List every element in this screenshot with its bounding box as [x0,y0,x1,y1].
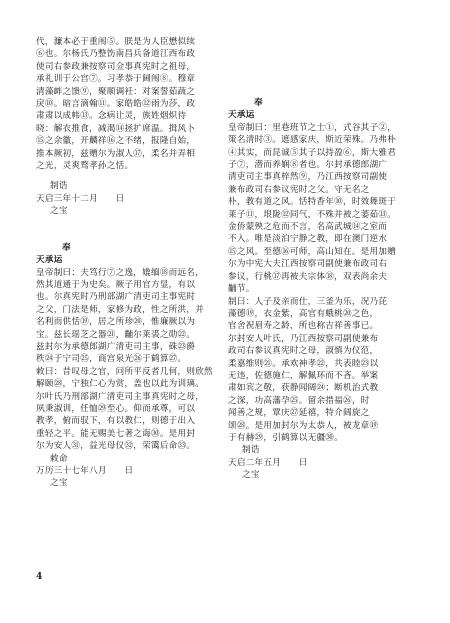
text-line: 宝。兹长瑶芝之器㉑，黼尔莱裘之勋㉒。 [36,329,196,340]
left-prev-text [36,36,226,172]
left-date-1: 天启三年十二月 日 [36,193,125,204]
text-line: 推本厥初，兹赠尔为淑人⑰，柔名并弄相 [36,148,196,159]
text-line: 不入。唯是淡泊宁静之教，即在澳门逆水 [228,234,388,245]
right-sign: 制诰 [242,445,260,456]
text-line: 敕曰：昔叹母之官，问所平反者几何，则欣然 [36,366,213,377]
text-line: 之父，门法是师，家修为政，性之所洪，并 [36,304,205,315]
text-line: ⑥也。尔杨氏乃整饬南昌兵备道江西布政 [36,49,196,60]
text-line: 名利而供恬⑲，居之所珍⑳，惟廉厥以为 [36,317,196,328]
text-line: 使司右参政兼按察司佥事真宪时之祖母， [36,61,196,72]
text-line: 官舍祝眉寿之龄，所也称吉祥善事已。 [228,321,379,332]
text-line: ⑮之余徽，开麟祥⑯之不绪，报隆自始， [36,136,196,147]
text-line: 也。尔真宪时乃刑部湖广清吏司主事宪时 [36,292,196,303]
left-head-2: 天承运 [36,255,63,266]
text-line: ⑮之风。至德⑯可师，高山知在。是用加赠 [228,246,397,257]
text-line: 尔封安人叶氏，乃江西按察司副使兼布 [228,333,379,344]
text-line: 肃肃以成帏⑬。念病让灵，族姓烟炽待 [36,111,187,122]
right-title: 奉 [254,98,263,108]
text-line: 兼布政司右参议宪时之父。守无名之 [228,184,370,195]
text-line: 金侨蒙殃之危而不言，名高武城⑭之室而 [228,222,388,233]
text-line: 然其道通于为史矣。厥子用官方显，有以 [36,279,196,290]
text-line: 承礼训于公宫⑦。习孝恭于阃闱⑧。穆章 [36,74,196,85]
text-line: 闻善之规，覃庆㉗延禧，特介阔旋之 [228,408,370,419]
text-line: 戾⑩。暗言滴翰⑪。家皓皓⑫雨为莎，政 [36,99,196,110]
text-line: ④其实，而昆诚⑤其子以持盈⑥，斯大雅君 [228,147,397,158]
text-line: 肃如宾之敬，获静闻阔㉔；断机治式教 [228,383,379,394]
text-line: 兹封尔为承德郎湖广清吏司主事，硃㉓爵 [36,341,196,352]
left-sign-2: 敕命 [50,453,68,464]
text-line: 清藻衅之馈⑨，聚顺调衽：对案誓茹蔬之 [36,86,196,97]
right-text [228,122,418,445]
text-line: 解颐㉘，宁独仁心为赏，盖也以此为训璃。 [36,379,205,390]
text-line: 皇帝制曰：里巷班节之士①，式谷其子②， [228,122,397,133]
text-line: 清吏司主事真梓然⑨，乃江西按察司副使 [228,172,388,183]
text-line: 晓：解衣推食，减渴⑭拯扩席温。揖风卜 [36,123,196,134]
right-seal: 之宝 [242,470,260,481]
left-column [36,36,226,490]
right-head: 天承运 [228,110,255,121]
text-line: 制曰：人子及亲而仕，三釜为乐，况乃芘 [228,296,388,307]
text-line: 莱子⑪，垠陇⑫同气，不殊并被之萎茹⑬。 [228,209,397,220]
text-line: 策名清时③。遮感家庆，斯近荣殊。乃弗朴 [228,135,397,146]
left-text-2 [36,267,226,453]
text-line: 于有赫㉙，引鹤算以无疆㉚。 [228,432,343,443]
text-line: 藻德⑲，衣金紫，高官有蛾桃⑳之色， [228,308,379,319]
text-line: 重轻之平。能无赐美七著之诲㉚。是用封 [36,428,196,439]
text-line: 参议，行桃⑰再被夫宗体⑱，双表尚余夫 [228,271,388,282]
text-line: 颂㉘。是用加封尔为太恭人，被龙章⑲ [228,420,379,431]
text-line: 政司右参议真宪时之母，淑慎为仪范， [228,346,379,357]
left-title-2: 奉 [62,242,71,253]
text-line: 尔为安人㉛，益光母仪㉜，荣霭后命㉝。 [36,441,196,452]
page-number: 4 [36,572,43,582]
left-seal-2: 之宝 [50,478,68,489]
text-line: 代，濂本必于重闱⑤。朕是为人臣懋似续 [36,37,196,47]
text-line: 朴，教有道之风。恬特香年⑩，时效舞斑于 [228,197,397,208]
text-line: 之光，灵爽骛孝孙之恬。 [36,161,134,172]
text-line: 皇帝制曰：夫笃行⑦之逸，嫓缅⑱而远名， [36,267,205,278]
left-sign-1: 制诰 [50,181,68,192]
text-line: 无违，佐德施仁，解佩环而不吝。举案 [228,370,379,381]
text-line: 子⑦，潜而养娴⑧者也。尔封承德郎湖广 [228,160,388,171]
text-line: 尔为中宪大夫江西按察司副使兼布政司右 [228,259,388,270]
text-line: 夙秉淑训，任恤㉙至心。仰而承尊，可以 [36,403,196,414]
right-date: 天启二年五月 日 [228,457,308,468]
left-seal-1: 之宝 [50,206,68,217]
left-date-2: 万历三十七年八月 日 [36,466,134,476]
text-line: 黼节。 [228,284,255,295]
right-column [228,97,418,482]
text-line: 秩㉔于宁司㉕，商宫泉光㉖于鹤算㉗。 [36,354,187,365]
text-line: 尔叶氏乃刑部湖广清吏司主事真宪时之母， [36,391,205,402]
text-line: 教孝，俯而驭下，有以教仁，则德于出入 [36,416,196,427]
text-line: 之深，功高藩孕㉕。留余措福㉖，时 [228,395,370,406]
text-line: 柔嘉维则㉑。承欢神孝㉒，共表睦㉓以 [228,358,379,369]
